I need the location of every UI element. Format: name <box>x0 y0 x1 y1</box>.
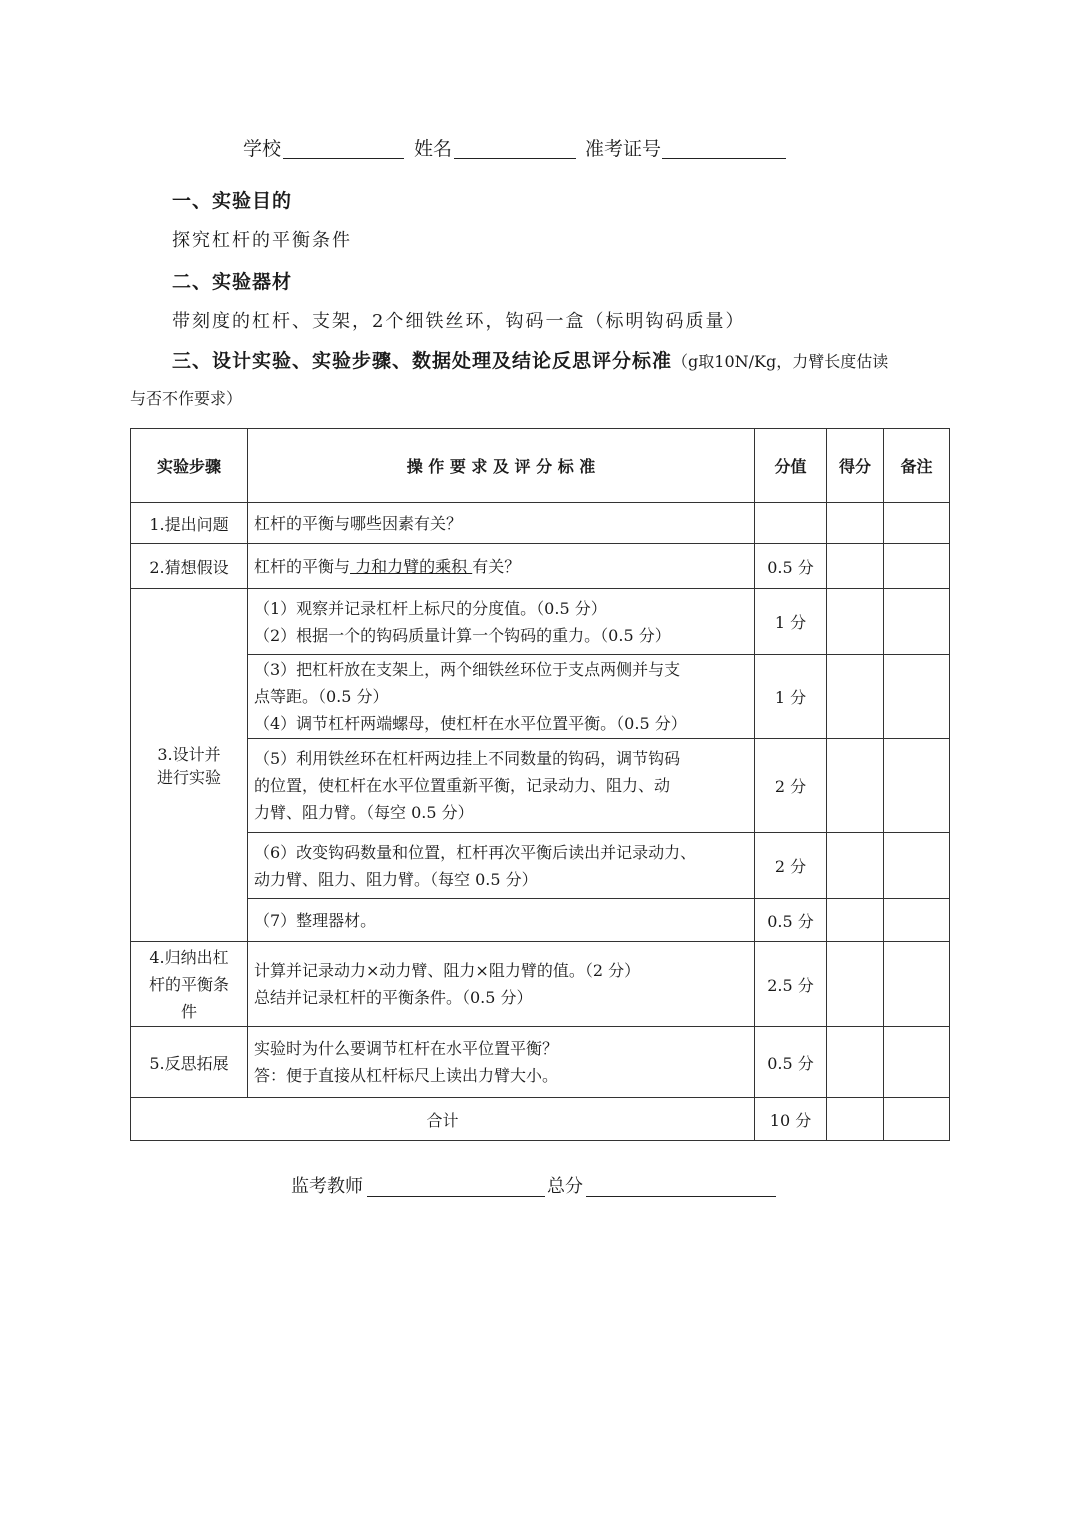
school-label: 学校 <box>243 138 282 160</box>
header-step: 实验步骤 <box>131 429 248 503</box>
score-cell[interactable] <box>827 544 884 589</box>
remark-cell[interactable] <box>884 899 950 942</box>
total-score-label: 总分 <box>547 1176 583 1197</box>
total-score-blank[interactable] <box>586 1196 776 1197</box>
points-cell: 2.5 分 <box>755 942 827 1027</box>
remark-cell[interactable] <box>884 589 950 655</box>
header-remark: 备注 <box>884 429 950 503</box>
remark-cell[interactable] <box>884 503 950 544</box>
table-header-row <box>131 429 950 503</box>
section-1-text: 探究杠杆的平衡条件 <box>172 230 352 251</box>
table-row <box>131 899 950 942</box>
requirement-cell: （1）观察并记录杠杆上标尺的分度值。（0.5 分） （2）根据一个的钩码质量计算一个钩码的重力。（0.5 分） <box>248 589 755 655</box>
requirement-cell: （5）利用铁丝环在杠杆两边挂上不同数量的钩码，调节钩码 的位置，使杠杆在水平位置重新平衡，记录动力、阻力、动 力臂、阻力臂。（每空 0.5 分） <box>248 739 755 833</box>
header-points: 分值 <box>755 429 827 503</box>
name-blank[interactable] <box>454 158 576 159</box>
exam-number-blank[interactable] <box>662 158 786 159</box>
table-row <box>131 544 950 589</box>
score-cell[interactable] <box>827 899 884 942</box>
hypothesis-answer: 力和力臂的乘积 <box>350 556 473 576</box>
points-cell: 1 分 <box>755 655 827 739</box>
step-cell: 3.设计并 进行实验 <box>131 589 248 942</box>
section-3-title: 三、设计实验、实验步骤、数据处理及结论反思评分标准 <box>172 350 673 372</box>
table-row <box>131 833 950 899</box>
table-row <box>131 503 950 544</box>
table-row <box>131 739 950 833</box>
score-cell[interactable] <box>827 739 884 833</box>
points-cell: 0.5 分 <box>755 899 827 942</box>
points-cell: 0.5 分 <box>755 1027 827 1098</box>
section-2-text: 带刻度的杠杆、支架，2个细铁丝环，钩码一盒（标明钩码质量） <box>172 311 746 332</box>
remark-cell[interactable] <box>884 833 950 899</box>
remark-cell[interactable] <box>884 544 950 589</box>
score-cell[interactable] <box>827 589 884 655</box>
total-label: 合计 <box>131 1098 755 1141</box>
remark-cell[interactable] <box>884 942 950 1027</box>
table-row <box>131 1027 950 1098</box>
section-3-heading <box>172 346 888 373</box>
section-2-title: 二、实验器材 <box>172 271 293 293</box>
remark-cell[interactable] <box>884 655 950 739</box>
points-cell <box>755 503 827 544</box>
requirement-cell: 计算并记录动力×动力臂、阻力×阻力臂的值。（2 分） 总结并记录杠杆的平衡条件。（0.5 分） <box>248 942 755 1027</box>
table-row <box>131 942 950 1027</box>
requirement-cell: （7）整理器材。 <box>248 899 755 942</box>
remark-cell[interactable] <box>884 739 950 833</box>
score-cell[interactable] <box>827 942 884 1027</box>
grading-table <box>130 428 950 1141</box>
total-score-cell[interactable] <box>827 1098 884 1141</box>
step-cell: 5.反思拓展 <box>131 1027 248 1098</box>
step-cell: 1.提出问题 <box>131 503 248 544</box>
points-cell: 1 分 <box>755 589 827 655</box>
school-blank[interactable] <box>283 158 404 159</box>
name-label: 姓名 <box>414 138 453 160</box>
score-cell[interactable] <box>827 833 884 899</box>
requirement-cell: 杠杆的平衡与 力和力臂的乘积 有关？ <box>248 544 755 589</box>
total-remark-cell[interactable] <box>884 1098 950 1141</box>
proctor-blank[interactable] <box>367 1196 545 1197</box>
step-cell: 2.猜想假设 <box>131 544 248 589</box>
table-row <box>131 655 950 739</box>
remark-cell[interactable] <box>884 1027 950 1098</box>
proctor-label: 监考教师 <box>291 1176 363 1197</box>
table-row <box>131 589 950 655</box>
total-row <box>131 1098 950 1141</box>
points-cell: 2 分 <box>755 739 827 833</box>
requirement-cell: 实验时为什么要调节杠杆在水平位置平衡？ 答：便于直接从杠杆标尺上读出力臂大小。 <box>248 1027 755 1098</box>
requirement-cell: （6）改变钩码数量和位置，杠杆再次平衡后读出并记录动力、 动力臂、阻力、阻力臂。（每空 0.5 分） <box>248 833 755 899</box>
requirement-cell: 杠杆的平衡与哪些因素有关？ <box>248 503 755 544</box>
requirement-cell: （3）把杠杆放在支架上，两个细铁丝环位于支点两侧并与支 点等距。（0.5 分） （4）调节杠杆两端螺母，使杠杆在水平位置平衡。（0.5 分） <box>248 655 755 739</box>
header-score: 得分 <box>827 429 884 503</box>
header-requirement: 操 作 要 求 及 评 分 标 准 <box>248 429 755 503</box>
step-cell: 4.归纳出杠 杆的平衡条 件 <box>131 942 248 1027</box>
score-cell[interactable] <box>827 503 884 544</box>
section-3-note: （g取10N/Kg，力臂长度估读 <box>672 352 889 371</box>
section-3-note-cont: 与否不作要求） <box>130 389 243 408</box>
points-cell: 2 分 <box>755 833 827 899</box>
section-1-title: 一、实验目的 <box>172 190 293 212</box>
score-cell[interactable] <box>827 655 884 739</box>
total-points: 10 分 <box>755 1098 827 1141</box>
points-cell: 0.5 分 <box>755 544 827 589</box>
score-cell[interactable] <box>827 1027 884 1098</box>
exam-number-label: 准考证号 <box>585 138 662 160</box>
